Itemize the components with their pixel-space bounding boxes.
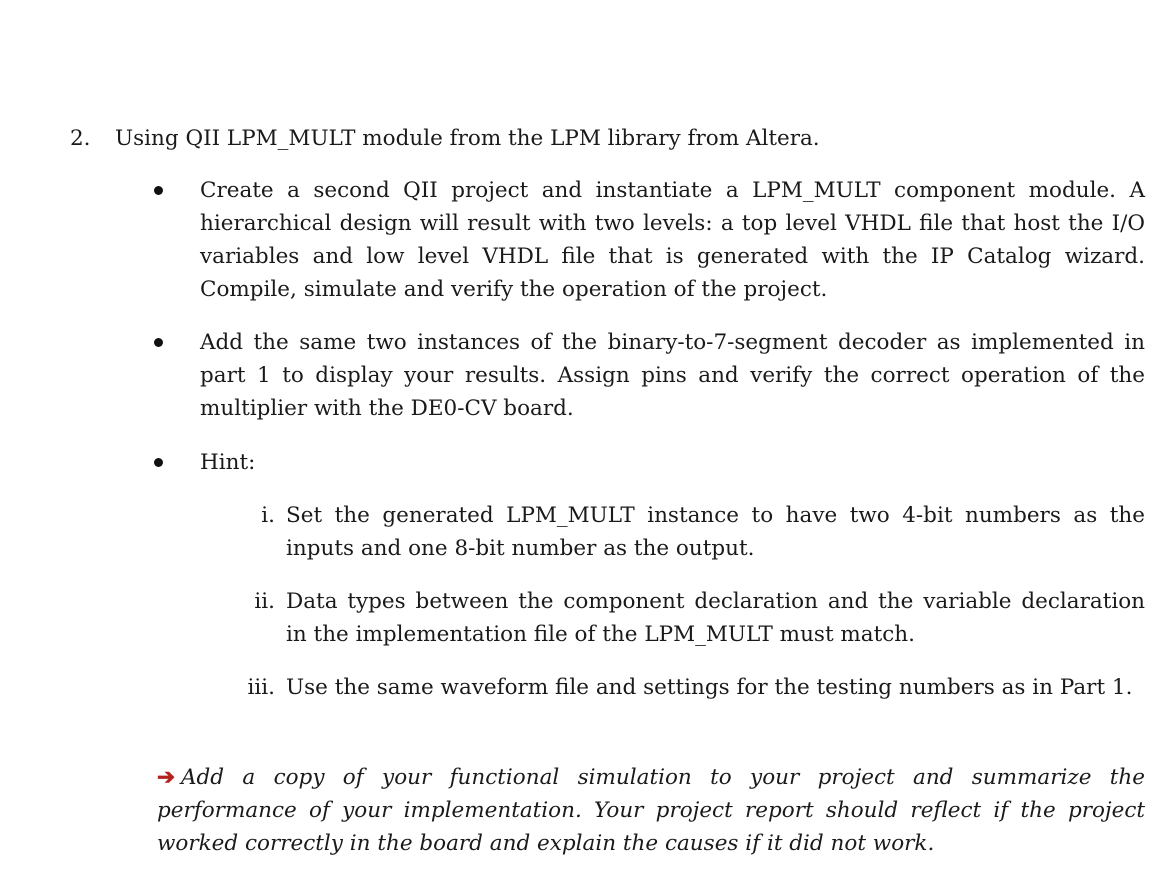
- hint-numeral: i.: [261, 503, 275, 528]
- bullet-dot-icon: [154, 338, 163, 347]
- bullet-dot-icon: [154, 186, 163, 195]
- bullet-text: Add the same two instances of the binary-to-7-segment decoder as implemented in part 1 to display your results. Assign pins and verify the correct operation of the multiplier with the DE0-CV board.: [200, 330, 1145, 421]
- bullet-item-hint: [150, 446, 1145, 479]
- hint-text: Set the generated LPM_MULT instance to have two 4-bit numbers as the inputs and one 8-bit number as the output.: [286, 503, 1145, 561]
- hint-numeral: ii.: [254, 589, 275, 614]
- section-title: Using QII LPM_MULT module from the LPM library from Altera.: [115, 126, 820, 151]
- section-number: 2.: [70, 126, 91, 151]
- hint-numeral: iii.: [247, 675, 275, 700]
- bullet-text: Create a second QII project and instantiate a LPM_MULT component module. A hierarchical design will result with two levels: a top level VHDL file that host the I/O variables and low level VHDL file that is generated with the IP Catalog wizard. Compile, simulate and verify the operation of the project.: [200, 178, 1145, 302]
- hint-item-2: [225, 585, 1145, 651]
- hint-item-1: [225, 499, 1145, 565]
- arrow-right-icon: ➔: [157, 765, 176, 790]
- bullet-item-add-decoder: [150, 326, 1145, 425]
- hint-text: Data types between the component declaration and the variable declaration in the implementation file of the LPM_MULT must match.: [286, 589, 1145, 647]
- hint-text: Use the same waveform file and settings for the testing numbers as in Part 1.: [286, 675, 1133, 700]
- section-heading: [70, 122, 1150, 155]
- report-note-text: Add a copy of your functional simulation to your project and summarize the performance of your implementation. Your project report should reflect if the project worked correctly in the board and explain the causes if it did not work.: [157, 765, 1145, 856]
- hint-item-3: [225, 671, 1145, 704]
- report-note: [157, 761, 1145, 860]
- bullet-item-create-project: [150, 174, 1145, 306]
- bullet-dot-icon: [154, 458, 163, 467]
- bullet-text: Hint:: [200, 450, 256, 475]
